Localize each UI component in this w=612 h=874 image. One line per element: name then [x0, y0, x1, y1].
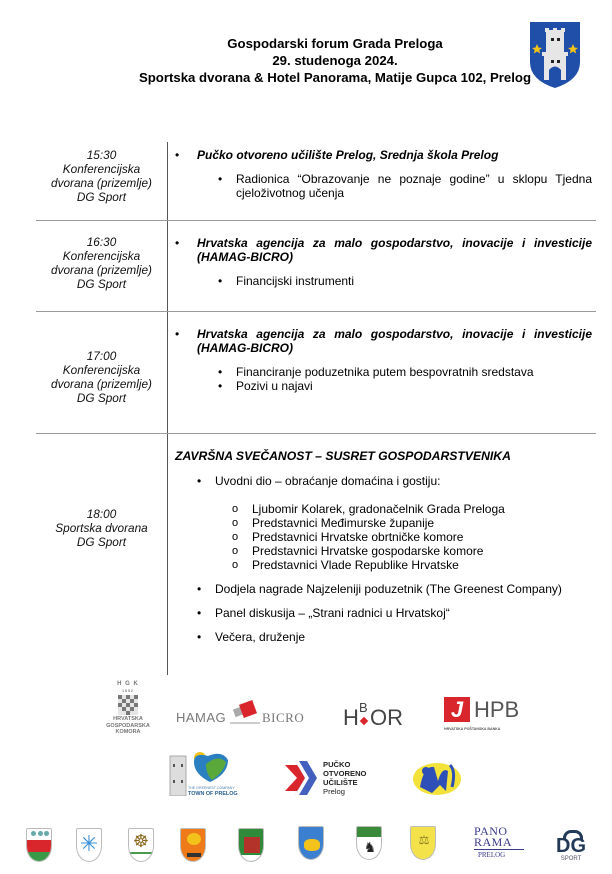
- coat-of-arms-2: ✳: [76, 828, 102, 862]
- dg-sport-logo: DG SPORT: [553, 830, 589, 866]
- session-content: [167, 312, 596, 393]
- session-content: [167, 221, 596, 288]
- red-diamond-icon: [360, 717, 368, 725]
- session-time: 16:30: [86, 235, 117, 249]
- speaker-item: o Predstavnici Hrvatske obrtničke komore: [232, 530, 592, 544]
- schedule-row: [36, 434, 596, 675]
- column-divider: [167, 142, 168, 220]
- session-time-location: 15:30 Konferencijska dvorana (prizemlje) DG Sport: [36, 148, 167, 204]
- session-content: [167, 434, 596, 644]
- coat-of-arms-6: [298, 826, 324, 860]
- hgk-logo: H G K 1852 HRVATSKA GOSPODARSKA KOMORA: [106, 681, 150, 735]
- session-item: • Večera, druženje: [191, 630, 592, 644]
- kettlebell-icon: [563, 830, 583, 840]
- coat-of-arms-8: ⚖: [410, 826, 436, 860]
- hpb-mark-icon: J: [444, 697, 470, 722]
- hamag-bicro-logo: HAMAG BICRO: [176, 700, 318, 730]
- speaker-item: o Predstavnici Vlade Republike Hrvatske: [232, 558, 592, 572]
- session-organizer: • Pučko otvoreno učilište Prelog, Srednja škola Prelog: [175, 148, 592, 162]
- hotel-panorama-logo: PANO RAMA PRELOG: [474, 826, 534, 866]
- session-item: • Uvodni dio – obraćanje domaćina i gostiju:: [191, 474, 592, 488]
- session-item: • Panel diskusija – „Strani radnici u Hrvatskoj“: [191, 606, 592, 620]
- column-divider: [167, 312, 168, 433]
- session-content: [167, 142, 596, 200]
- green-heart-sun-icon: [188, 750, 232, 784]
- red-cube-icon: [230, 700, 260, 726]
- puo-prelog-logo: PUČKO OTVORENO UČILIŠTE Prelog: [285, 757, 365, 801]
- column-divider: [167, 434, 168, 675]
- event-title: Gospodarski forum Grada Preloga: [227, 36, 443, 51]
- session-time: 17:00: [86, 349, 117, 363]
- session-time: 15:30: [86, 148, 117, 162]
- checkerboard-icon: [118, 695, 138, 715]
- session-time-location: 18:00 Sportska dvorana DG Sport: [36, 507, 167, 549]
- session-time-location: 16:30 Konferencijska dvorana (prizemlje) DG Sport: [36, 235, 167, 291]
- prelog-coat-of-arms-icon: [528, 18, 582, 90]
- coat-of-arms-7: ♞: [356, 826, 382, 860]
- schedule-row: [36, 142, 596, 221]
- session-organizer: • Hrvatska agencija za malo gospodarstvo, inovacije i investicije (HAMAG-BICRO): [175, 236, 592, 264]
- event-venue: Sportska dvorana & Hotel Panorama, Matije Gupca 102, Prelog: [138, 70, 532, 85]
- session-item: • Dodjela nagrade Najzeleniji poduzetnik (The Greenest Company): [191, 582, 592, 596]
- speaker-item: o Ljubomir Kolarek, gradonačelnik Grada Preloga: [232, 502, 592, 516]
- session-time: 18:00: [86, 507, 117, 521]
- hbor-logo: H B OR: [343, 700, 403, 730]
- session-organizer: • Hrvatska agencija za malo gospodarstvo, inovacije i investicije (HAMAG-BICRO): [175, 327, 592, 355]
- swoosh-line: [474, 849, 524, 850]
- speaker-item: o Predstavnici Međimurske županije: [232, 516, 592, 530]
- chevron-logo-icon: [285, 761, 317, 795]
- session-item: • Financiranje poduzetnika putem bespovratnih sredstava: [212, 365, 592, 379]
- closing-ceremony-heading: ZAVRŠNA SVEČANOST – SUSRET GOSPODARSTVENIKA: [175, 449, 511, 463]
- hpb-logo: J HPB HRVATSKA POŠTANSKA BANKA: [444, 697, 520, 731]
- event-date: 29. studenoga 2024.: [272, 53, 398, 68]
- sport-association-logo: [412, 757, 462, 801]
- coat-of-arms-4: [180, 828, 206, 862]
- coat-of-arms-1: [26, 828, 52, 862]
- session-time-location: 17:00 Konferencijska dvorana (prizemlje) DG Sport: [36, 349, 167, 405]
- schedule-row: [36, 312, 596, 434]
- document-header: [120, 35, 550, 86]
- tower-icon: [166, 752, 190, 796]
- session-item: • Financijski instrumenti: [212, 274, 592, 288]
- session-item: • Radionica “Obrazovanje ne poznaje godine” u sklopu Tjedna cjeloživotnog učenja: [212, 172, 592, 200]
- greenest-company-logo: THE GREENEST COMPANY TOWN OF PRELOG: [166, 750, 252, 800]
- coat-of-arms-5: [238, 828, 264, 862]
- coat-of-arms-3: ☸: [128, 828, 154, 862]
- column-divider: [167, 221, 168, 311]
- schedule-table: [36, 142, 596, 675]
- schedule-row: [36, 221, 596, 312]
- session-item: • Pozivi u najavi: [212, 379, 592, 393]
- speaker-item: o Predstavnici Hrvatske gospodarske komore: [232, 544, 592, 558]
